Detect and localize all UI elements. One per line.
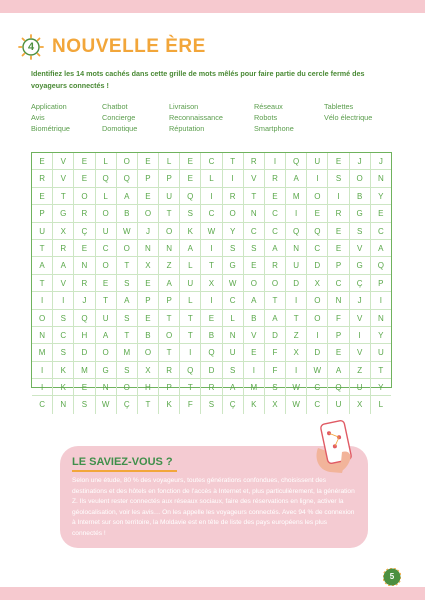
grid-cell[interactable]: F	[328, 310, 349, 326]
grid-cell[interactable]: F	[265, 362, 286, 378]
grid-cell[interactable]: E	[244, 344, 265, 360]
grid-cell[interactable]: I	[379, 296, 382, 306]
grid-cell[interactable]: A	[117, 188, 138, 204]
grid-cell[interactable]: Z	[286, 327, 307, 343]
grid-cell[interactable]: O	[74, 188, 95, 204]
grid-cell[interactable]: N	[223, 327, 244, 343]
grid-cell[interactable]: A	[32, 257, 53, 273]
grid-cell[interactable]: I	[307, 327, 328, 343]
grid-cell[interactable]: E	[74, 153, 95, 169]
grid-cell[interactable]: T	[32, 240, 53, 256]
grid-cell[interactable]: U	[96, 310, 117, 326]
word-item: Reconnaissance	[169, 113, 223, 122]
page-title: NOUVELLE ÈRE	[52, 36, 206, 57]
grid-cell[interactable]: Q	[117, 170, 138, 186]
grid-row	[32, 170, 391, 187]
grid-cell[interactable]: C	[265, 223, 286, 239]
grid-cell[interactable]: T	[223, 153, 244, 169]
grid-cell[interactable]: S	[201, 396, 222, 413]
grid-cell[interactable]: P	[378, 278, 384, 288]
grid-cell[interactable]: K	[53, 379, 74, 395]
grid-cell[interactable]: J	[350, 153, 371, 169]
grid-cell[interactable]: W	[96, 396, 117, 413]
grid-cell[interactable]: I	[286, 292, 307, 308]
grid-cell[interactable]: E	[96, 275, 117, 291]
grid-cell[interactable]: U	[350, 379, 371, 395]
grid-cell[interactable]: Z	[350, 362, 371, 378]
grid-cell[interactable]: T	[117, 257, 138, 273]
grid-row	[32, 205, 391, 222]
grid-cell[interactable]: T	[180, 327, 201, 343]
grid-row	[32, 240, 391, 257]
grid-cell[interactable]: I	[201, 188, 222, 204]
grid-cell[interactable]: Ç	[350, 275, 371, 291]
grid-cell[interactable]: E	[307, 205, 328, 221]
grid-cell[interactable]: N	[74, 257, 95, 273]
grid-cell[interactable]: Q	[328, 379, 349, 395]
grid-cell[interactable]: I	[244, 362, 265, 378]
grid-cell[interactable]: A	[117, 292, 138, 308]
grid-row	[32, 362, 391, 379]
grid-cell[interactable]: V	[244, 327, 265, 343]
grid-cell[interactable]: I	[286, 362, 307, 378]
grid-cell[interactable]: F	[180, 396, 201, 413]
grid-cell[interactable]: S	[180, 205, 201, 221]
grid-cell[interactable]: O	[96, 257, 117, 273]
grid-cell[interactable]: X	[265, 396, 286, 413]
grid-cell[interactable]: G	[350, 257, 371, 273]
grid-cell[interactable]: V	[53, 170, 74, 186]
grid-cell[interactable]: V	[350, 240, 371, 256]
grid-cell[interactable]: U	[159, 188, 180, 204]
grid-cell[interactable]: E	[138, 310, 159, 326]
grid-cell[interactable]: L	[159, 153, 180, 169]
grid-cell[interactable]: J	[138, 223, 159, 239]
grid-cell[interactable]: O	[117, 379, 138, 395]
grid-cell[interactable]: W	[117, 223, 138, 239]
grid-cell[interactable]: U	[223, 344, 244, 360]
grid-cell[interactable]: B	[117, 205, 138, 221]
grid-cell[interactable]: N	[286, 240, 307, 256]
grid-cell[interactable]: T	[159, 344, 180, 360]
grid-cell[interactable]: M	[117, 344, 138, 360]
grid-cell[interactable]: X	[286, 344, 307, 360]
did-you-know-text: Selon une étude, 80 % des voyageurs, toutes générations confondues, choisissent des destinations et des hôtels en fonction de l'accès à Internet et, plus particulièrement, la génération Z. Ils veulent rester connectés aux réseaux sociaux, faire des réservations en ligne, activer la géolocalisation, voir les avis… On les appelle les voyageurs connectés. Avec 94 % de connexion à Internet sur son territoire, la Moldavie est en tête de liste des pays européens les plus connectés !	[72, 477, 355, 537]
grid-cell[interactable]: W	[223, 275, 244, 291]
grid-cell[interactable]: Y	[223, 223, 244, 239]
grid-cell[interactable]: T	[201, 257, 222, 273]
grid-cell[interactable]: C	[244, 223, 265, 239]
grid-cell[interactable]: O	[350, 170, 371, 186]
grid-cell[interactable]: T	[180, 379, 201, 395]
grid-cell[interactable]: D	[307, 257, 328, 273]
grid-cell[interactable]: E	[201, 310, 222, 326]
grid-cell[interactable]: N	[138, 240, 159, 256]
word-item: Vélo électrique	[324, 113, 373, 122]
grid-cell[interactable]: P	[328, 257, 349, 273]
grid-cell[interactable]: C	[223, 292, 244, 308]
grid-cell[interactable]: J	[378, 157, 383, 166]
grid-cell[interactable]: O	[223, 205, 244, 221]
grid-cell[interactable]: E	[180, 153, 201, 169]
grid-cell[interactable]: S	[328, 170, 349, 186]
grid-cell[interactable]: D	[201, 362, 222, 378]
grid-cell[interactable]: I	[286, 205, 307, 221]
grid-cell[interactable]: N	[328, 292, 349, 308]
grid-cell[interactable]: Q	[286, 223, 307, 239]
grid-cell[interactable]: L	[180, 292, 201, 308]
grid-cell[interactable]: E	[265, 188, 286, 204]
grid-cell[interactable]: E	[138, 153, 159, 169]
word-item: Avis	[31, 113, 45, 122]
grid-cell[interactable]: O	[96, 205, 117, 221]
grid-cell[interactable]: X	[307, 275, 328, 291]
grid-cell[interactable]: A	[223, 379, 244, 395]
grid-cell[interactable]: P	[159, 170, 180, 186]
grid-row	[32, 310, 391, 327]
word-search-grid	[31, 152, 392, 410]
grid-cell[interactable]: I	[201, 292, 222, 308]
grid-cell[interactable]: P	[159, 379, 180, 395]
word-item: Réputation	[169, 124, 205, 133]
grid-cell[interactable]: B	[244, 310, 265, 326]
grid-cell[interactable]: I	[32, 362, 53, 378]
grid-cell[interactable]: E	[138, 188, 159, 204]
grid-cell[interactable]: I	[201, 240, 222, 256]
grid-cell[interactable]: H	[74, 327, 95, 343]
grid-cell[interactable]: E	[74, 170, 95, 186]
grid-cell[interactable]: C	[96, 240, 117, 256]
grid-row	[32, 257, 391, 274]
grid-cell[interactable]: I	[32, 379, 53, 395]
grid-cell[interactable]: T	[180, 310, 201, 326]
grid-cell[interactable]: C	[201, 205, 222, 221]
grid-cell[interactable]: R	[53, 240, 74, 256]
title-underline	[72, 470, 177, 472]
grid-cell[interactable]: S	[117, 310, 138, 326]
grid-cell[interactable]: U	[32, 223, 53, 239]
grid-cell[interactable]: O	[138, 205, 159, 221]
grid-cell[interactable]: F	[265, 344, 286, 360]
grid-cell[interactable]: Ç	[117, 396, 138, 413]
grid-row	[32, 275, 391, 292]
grid-cell[interactable]: K	[159, 396, 180, 413]
grid-cell[interactable]: D	[265, 327, 286, 343]
grid-row	[32, 153, 391, 170]
grid-cell[interactable]: I	[328, 188, 349, 204]
grid-cell[interactable]: R	[223, 188, 244, 204]
grid-cell[interactable]: Q	[180, 188, 201, 204]
grid-cell[interactable]: A	[244, 292, 265, 308]
grid-cell[interactable]: I	[53, 292, 74, 308]
grid-cell[interactable]: I	[223, 170, 244, 186]
grid-cell[interactable]: K	[53, 362, 74, 378]
grid-cell[interactable]: R	[265, 170, 286, 186]
grid-cell[interactable]: M	[244, 379, 265, 395]
grid-cell[interactable]: G	[350, 205, 371, 221]
grid-cell[interactable]: O	[159, 223, 180, 239]
grid-cell[interactable]: O	[138, 344, 159, 360]
grid-cell[interactable]: J	[350, 292, 371, 308]
word-item: Tablettes	[324, 102, 354, 111]
grid-cell[interactable]: O	[307, 188, 328, 204]
grid-row	[32, 223, 391, 240]
grid-cell[interactable]: Ç	[223, 396, 244, 413]
grid-cell[interactable]: L	[378, 400, 384, 410]
section-number: 4	[27, 41, 35, 53]
grid-cell[interactable]: C	[307, 396, 328, 413]
grid-cell[interactable]: A	[378, 243, 384, 253]
bottom-band	[0, 587, 425, 600]
grid-cell[interactable]: M	[32, 344, 53, 360]
grid-cell[interactable]: S	[350, 223, 371, 239]
grid-cell[interactable]: R	[244, 153, 265, 169]
grid-cell[interactable]: G	[96, 362, 117, 378]
grid-cell[interactable]: N	[377, 313, 384, 323]
grid-cell[interactable]: N	[159, 240, 180, 256]
grid-cell[interactable]: S	[53, 344, 74, 360]
grid-cell[interactable]: C	[307, 379, 328, 395]
grid-cell[interactable]: X	[138, 362, 159, 378]
word-item: Réseaux	[254, 102, 283, 111]
grid-cell[interactable]: E	[74, 379, 95, 395]
grid-cell[interactable]: R	[32, 170, 53, 186]
grid-cell[interactable]: U	[328, 396, 349, 413]
grid-cell[interactable]: U	[180, 275, 201, 291]
grid-cell[interactable]: T	[159, 205, 180, 221]
grid-cell[interactable]: I	[307, 170, 328, 186]
grid-cell[interactable]: P	[138, 292, 159, 308]
grid-cell[interactable]: P	[138, 170, 159, 186]
grid-cell[interactable]: R	[159, 362, 180, 378]
grid-row	[32, 379, 391, 396]
grid-row	[32, 292, 391, 309]
grid-cell[interactable]: C	[265, 205, 286, 221]
grid-cell[interactable]: T	[32, 275, 53, 291]
grid-cell[interactable]: A	[96, 327, 117, 343]
grid-cell[interactable]: O	[307, 310, 328, 326]
grid-cell[interactable]: R	[74, 205, 95, 221]
word-item: Application	[31, 102, 67, 111]
section-header	[18, 33, 206, 61]
grid-cell[interactable]: E	[328, 153, 349, 169]
grid-cell[interactable]: V	[53, 275, 74, 291]
grid-cell[interactable]: L	[201, 170, 222, 186]
grid-cell[interactable]: T	[96, 292, 117, 308]
grid-cell[interactable]: E	[74, 240, 95, 256]
grid-cell[interactable]: I	[350, 327, 371, 343]
grid-cell[interactable]: T	[244, 188, 265, 204]
grid-cell[interactable]: X	[201, 275, 222, 291]
section-number-badge	[18, 34, 44, 60]
grid-cell[interactable]: R	[328, 205, 349, 221]
grid-cell[interactable]: L	[223, 310, 244, 326]
grid-cell[interactable]: O	[96, 344, 117, 360]
grid-cell[interactable]: Q	[180, 362, 201, 378]
grid-cell[interactable]: V	[53, 153, 74, 169]
grid-cell[interactable]: R	[201, 379, 222, 395]
word-item: Domotique	[102, 124, 138, 133]
page-number: 5	[389, 572, 395, 581]
grid-cell[interactable]: H	[138, 379, 159, 395]
grid-cell[interactable]: A	[286, 170, 307, 186]
grid-cell[interactable]: N	[53, 396, 74, 413]
grid-cell[interactable]: T	[138, 396, 159, 413]
word-item: Robots	[254, 113, 278, 122]
grid-cell[interactable]: P	[32, 205, 53, 221]
grid-cell[interactable]: A	[159, 275, 180, 291]
grid-cell[interactable]: C	[328, 275, 349, 291]
grid-cell[interactable]: G	[53, 205, 74, 221]
grid-cell[interactable]: E	[138, 275, 159, 291]
grid-cell[interactable]: C	[377, 226, 384, 236]
grid-cell[interactable]: O	[117, 153, 138, 169]
grid-cell[interactable]: B	[201, 327, 222, 343]
grid-cell[interactable]: A	[53, 257, 74, 273]
grid-cell[interactable]: S	[117, 275, 138, 291]
grid-cell[interactable]: E	[328, 240, 349, 256]
grid-cell[interactable]: D	[74, 344, 95, 360]
word-item: Chatbot	[102, 102, 128, 111]
grid-cell[interactable]: C	[307, 240, 328, 256]
grid-cell[interactable]: D	[307, 344, 328, 360]
grid-cell[interactable]: S	[74, 396, 95, 413]
grid-cell[interactable]: C	[32, 396, 53, 413]
word-item: Smartphone	[254, 124, 294, 133]
grid-cell[interactable]: P	[159, 292, 180, 308]
word-item: Concierge	[102, 113, 136, 122]
grid-cell[interactable]: U	[377, 348, 384, 358]
grid-row	[32, 344, 391, 361]
word-item: Biométrique	[31, 124, 70, 133]
grid-cell[interactable]: J	[74, 292, 95, 308]
grid-cell[interactable]: S	[223, 240, 244, 256]
grid-cell[interactable]: Ç	[74, 223, 95, 239]
grid-cell[interactable]: N	[32, 327, 53, 343]
grid-cell[interactable]: E	[328, 223, 349, 239]
grid-cell[interactable]: T	[117, 327, 138, 343]
grid-cell[interactable]: C	[201, 153, 222, 169]
grid-cell[interactable]: Q	[74, 310, 95, 326]
phone-in-hand-icon	[312, 418, 360, 474]
grid-cell[interactable]: W	[286, 396, 307, 413]
grid-cell[interactable]: T	[378, 365, 384, 375]
grid-cell[interactable]: N	[96, 379, 117, 395]
grid-cell[interactable]: L	[96, 153, 117, 169]
grid-cell[interactable]: S	[117, 362, 138, 378]
grid-cell[interactable]: M	[74, 362, 95, 378]
grid-cell[interactable]: E	[32, 153, 53, 169]
grid-cell[interactable]: Y	[378, 191, 384, 201]
grid-cell[interactable]: W	[201, 223, 222, 239]
grid-cell[interactable]: C	[53, 327, 74, 343]
grid-cell[interactable]: E	[244, 257, 265, 273]
grid-cell[interactable]: O	[265, 275, 286, 291]
grid-cell[interactable]: X	[138, 257, 159, 273]
grid-cell[interactable]: U	[307, 153, 328, 169]
grid-cell[interactable]: Q	[201, 344, 222, 360]
grid-cell[interactable]: Q	[307, 223, 328, 239]
grid-cell[interactable]: G	[223, 257, 244, 273]
grid-cell[interactable]: S	[265, 379, 286, 395]
grid-cell[interactable]: S	[223, 362, 244, 378]
grid-cell[interactable]: A	[265, 310, 286, 326]
grid-cell[interactable]: I	[265, 153, 286, 169]
grid-cell[interactable]: S	[244, 240, 265, 256]
grid-cell[interactable]: B	[350, 188, 371, 204]
grid-cell[interactable]: R	[265, 257, 286, 273]
grid-cell[interactable]: O	[32, 310, 53, 326]
grid-cell[interactable]: B	[138, 327, 159, 343]
grid-cell[interactable]: U	[96, 223, 117, 239]
word-item: Livraison	[169, 102, 199, 111]
grid-cell[interactable]: D	[286, 275, 307, 291]
grid-cell[interactable]: K	[180, 223, 201, 239]
grid-cell[interactable]: Q	[96, 170, 117, 186]
grid-row	[32, 327, 391, 344]
grid-cell[interactable]: A	[265, 240, 286, 256]
grid-cell[interactable]: Z	[159, 257, 180, 273]
instructions: Identifiez les 14 mots cachés dans cette grille de mots mêlés pour faire partie du cercle fermé des voyageurs connectés !	[31, 69, 365, 90]
grid-cell[interactable]: I	[32, 292, 53, 308]
top-band	[0, 0, 425, 13]
grid-cell[interactable]: O	[307, 292, 328, 308]
grid-cell[interactable]: S	[53, 310, 74, 326]
grid-cell[interactable]: Q	[377, 261, 384, 271]
grid-cell[interactable]: X	[53, 223, 74, 239]
grid-cell[interactable]: N	[377, 174, 384, 184]
grid-row	[32, 396, 391, 413]
grid-cell[interactable]: E	[378, 209, 384, 219]
grid-cell[interactable]: T	[159, 310, 180, 326]
grid-cell[interactable]: V	[244, 170, 265, 186]
grid-cell[interactable]: O	[159, 327, 180, 343]
grid-cell[interactable]: L	[180, 257, 201, 273]
grid-cell[interactable]: T	[53, 188, 74, 204]
grid-cell[interactable]: K	[244, 396, 265, 413]
did-you-know-title: LE SAVIEZ-VOUS ?	[72, 456, 173, 468]
grid-cell[interactable]: Y	[378, 383, 384, 393]
grid-cell[interactable]: R	[74, 275, 95, 291]
grid-row	[32, 188, 391, 205]
grid-cell[interactable]: U	[286, 257, 307, 273]
grid-cell[interactable]: X	[350, 396, 371, 413]
grid-cell[interactable]: T	[265, 292, 286, 308]
grid-cell[interactable]: O	[244, 275, 265, 291]
grid-cell[interactable]: T	[286, 310, 307, 326]
grid-cell[interactable]: V	[350, 310, 371, 326]
grid-cell[interactable]: Y	[378, 330, 384, 340]
grid-cell[interactable]: A	[328, 362, 349, 378]
grid-cell[interactable]: N	[244, 205, 265, 221]
grid-cell[interactable]: I	[180, 344, 201, 360]
grid-cell[interactable]: W	[286, 379, 307, 395]
grid-cell[interactable]: Q	[286, 153, 307, 169]
grid-cell[interactable]: W	[307, 362, 328, 378]
grid-cell[interactable]: L	[96, 188, 117, 204]
grid-cell[interactable]: P	[328, 327, 349, 343]
grid-cell[interactable]: A	[180, 240, 201, 256]
grid-cell[interactable]: E	[32, 188, 53, 204]
grid-cell[interactable]: V	[350, 344, 371, 360]
grid-cell[interactable]: M	[286, 188, 307, 204]
grid-cell[interactable]: O	[117, 240, 138, 256]
grid-cell[interactable]: E	[328, 344, 349, 360]
grid-cell[interactable]: E	[180, 170, 201, 186]
